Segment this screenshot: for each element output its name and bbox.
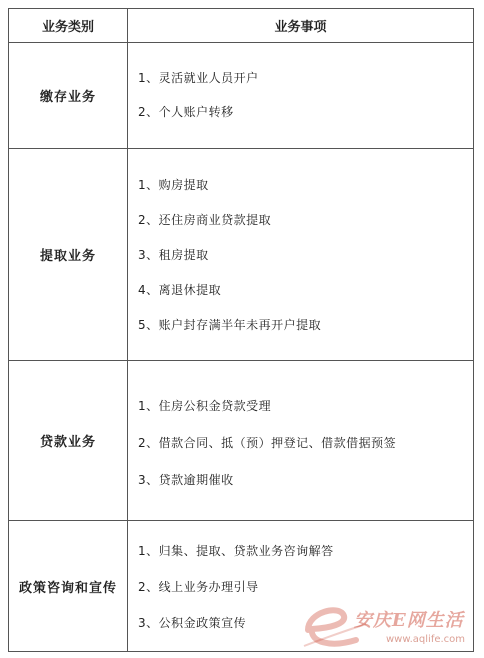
category-cell: 政策咨询和宣传 (9, 521, 128, 652)
list-item: 1、购房提取 (138, 178, 209, 192)
header-category: 业务类别 (9, 9, 128, 43)
list-item: 2、借款合同、抵（预）押登记、借款借据预签 (138, 436, 397, 450)
table-row (9, 361, 474, 521)
header-items: 业务事项 (128, 9, 474, 43)
watermark-url: www.aqlife.com (386, 634, 466, 645)
list-item: 1、归集、提取、贷款业务咨询解答 (138, 544, 334, 558)
business-table (8, 8, 474, 652)
table-row (9, 149, 474, 361)
table-header-row (9, 9, 474, 43)
list-item: 2、还住房商业贷款提取 (138, 213, 272, 227)
items-cell (128, 149, 474, 361)
list-item: 5、账户封存满半年未再开户提取 (138, 318, 322, 332)
category-cell: 缴存业务 (9, 43, 128, 149)
list-item: 3、租房提取 (138, 248, 209, 262)
list-item: 2、线上业务办理引导 (138, 580, 259, 594)
list-item: 4、离退休提取 (138, 283, 222, 297)
watermark (300, 596, 478, 654)
list-item: 1、灵活就业人员开户 (138, 71, 259, 85)
items-cell (128, 361, 474, 521)
watermark-brand: 安庆E网生活 (354, 610, 464, 631)
category-cell: 贷款业务 (9, 361, 128, 521)
table-row (9, 43, 474, 149)
list-item: 2、个人账户转移 (138, 105, 234, 119)
items-cell (128, 43, 474, 149)
category-cell: 提取业务 (9, 149, 128, 361)
list-item: 3、贷款逾期催收 (138, 473, 234, 487)
list-item: 3、公积金政策宣传 (138, 616, 247, 630)
list-item: 1、住房公积金贷款受理 (138, 399, 272, 413)
